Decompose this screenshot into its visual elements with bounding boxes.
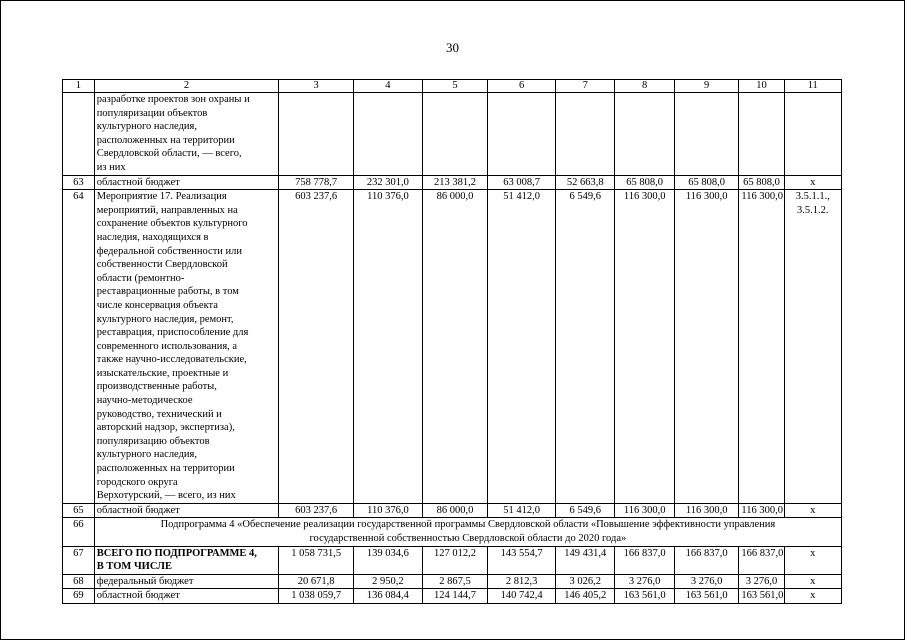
value-cell: 163 561,0 — [615, 589, 674, 604]
value-cell: 124 144,7 — [422, 589, 488, 604]
subprogram-title-cell — [94, 518, 841, 546]
name-line: собственности Свердловской — [96, 259, 228, 271]
row-number-cell: 67 — [63, 546, 95, 574]
value-cell: 3 026,2 — [555, 574, 614, 589]
value-cell: 2 867,5 — [422, 574, 488, 589]
value-cell: 51 412,0 — [488, 190, 556, 504]
column-number: 7 — [555, 80, 614, 93]
empty-cell — [488, 93, 556, 176]
column-number: 4 — [354, 80, 423, 93]
name-line: областной бюджет — [96, 590, 180, 602]
name-line: из них — [96, 161, 126, 173]
name-line: Свердловской области, — всего, — [96, 148, 242, 160]
column-number: 3 — [279, 80, 354, 93]
subprogram-title-line: государственной собственностью Свердловской области до 2020 года» — [309, 533, 627, 544]
name-line: федеральной собственности или — [96, 245, 243, 257]
column-number: 5 — [422, 80, 488, 93]
name-line: расположенных на территории — [96, 134, 235, 146]
row-number-cell: 68 — [63, 574, 95, 589]
name-line: сохранение объектов культурного — [96, 218, 248, 230]
row-name-cell — [94, 503, 279, 518]
value-cell: 52 663,8 — [555, 175, 614, 190]
value-cell: 232 301,0 — [354, 175, 423, 190]
value-cell: 86 000,0 — [422, 190, 488, 504]
page-number: 30 — [446, 40, 459, 55]
code-line: х — [810, 590, 816, 602]
value-cell: 166 837,0 — [674, 546, 739, 574]
row-number-cell — [63, 93, 95, 176]
code-cell — [784, 503, 841, 518]
value-cell: 6 549,6 — [555, 190, 614, 504]
name-line: культурного наследия, — [96, 449, 197, 461]
name-line: популяризацию объектов — [96, 435, 210, 447]
row-name-cell — [94, 190, 279, 504]
row-name-cell — [94, 93, 279, 176]
code-line: х — [810, 504, 816, 516]
column-number: 8 — [615, 80, 674, 93]
continuation-row — [63, 93, 842, 176]
code-line: х — [810, 176, 816, 188]
name-line: производственные работы, — [96, 381, 217, 393]
name-line: изыскательские, проектные и — [96, 367, 229, 379]
table-row — [63, 175, 842, 190]
value-cell: 139 034,6 — [354, 546, 423, 574]
name-line: руководство, технический и — [96, 408, 222, 420]
code-line: 3.5.1.2. — [797, 204, 829, 216]
value-cell: 65 808,0 — [615, 175, 674, 190]
name-line: числе консервация объекта — [96, 299, 218, 311]
code-line: х — [810, 547, 816, 559]
name-line: областной бюджет — [96, 176, 180, 188]
value-cell: 1 038 059,7 — [279, 589, 354, 604]
value-cell: 603 237,6 — [279, 190, 354, 504]
value-cell: 1 058 731,5 — [279, 546, 354, 574]
value-cell: 65 808,0 — [739, 175, 784, 190]
name-line: мероприятий, направленных на — [96, 204, 238, 216]
table-row — [63, 589, 842, 604]
value-cell: 127 012,2 — [422, 546, 488, 574]
name-line: В ТОМ ЧИСЛЕ — [96, 561, 172, 573]
value-cell: 116 300,0 — [674, 503, 739, 518]
value-cell: 166 837,0 — [615, 546, 674, 574]
value-cell: 166 837,0 — [739, 546, 784, 574]
name-line: расположенных на территории — [96, 463, 235, 475]
empty-cell — [615, 93, 674, 176]
name-line: реставрация, приспособление для — [96, 327, 249, 339]
value-cell: 116 300,0 — [739, 503, 784, 518]
column-number: 1 — [63, 80, 95, 93]
name-line: Верхотурский, — всего, из них — [96, 490, 236, 502]
row-name-cell — [94, 175, 279, 190]
table-row — [63, 574, 842, 589]
name-line: ВСЕГО ПО ПОДПРОГРАММЕ 4, — [96, 547, 257, 559]
table-row — [63, 546, 842, 574]
empty-cell — [279, 93, 354, 176]
column-number: 10 — [739, 80, 784, 93]
value-cell: 110 376,0 — [354, 190, 423, 504]
value-cell: 146 405,2 — [555, 589, 614, 604]
name-line: популяризации объектов — [96, 107, 208, 119]
row-name-cell — [94, 546, 279, 574]
row-number-cell: 69 — [63, 589, 95, 604]
value-cell: 6 549,6 — [555, 503, 614, 518]
row-name-cell — [94, 574, 279, 589]
value-cell: 149 431,4 — [555, 546, 614, 574]
value-cell: 116 300,0 — [674, 190, 739, 504]
row-number-cell: 64 — [63, 190, 95, 504]
name-line: культурного наследия, — [96, 121, 197, 133]
name-line: федеральный бюджет — [96, 575, 194, 587]
value-cell: 2 950,2 — [354, 574, 423, 589]
code-line: 3.5.1.1., — [795, 191, 830, 203]
name-line: культурного наследия, ремонт, — [96, 313, 234, 325]
value-cell: 140 742,4 — [488, 589, 556, 604]
table-row — [63, 190, 842, 504]
table-header-row — [63, 80, 842, 93]
name-line: разработке проектов зон охраны и — [96, 94, 250, 105]
name-line: реставрационные работы, в том — [96, 286, 239, 298]
value-cell: 51 412,0 — [488, 503, 556, 518]
name-line: Мероприятие 17. Реализация — [96, 191, 227, 203]
column-number: 6 — [488, 80, 556, 93]
empty-cell — [784, 93, 841, 176]
code-cell — [784, 589, 841, 604]
column-number: 11 — [784, 80, 841, 93]
subprogram-title-line: Подпрограмма 4 «Обеспечение реализации государственной программы Свердловской области «Повышение эффективности управления — [160, 519, 776, 531]
name-line: области (ремонтно- — [96, 272, 185, 284]
empty-cell — [555, 93, 614, 176]
value-cell: 758 778,7 — [279, 175, 354, 190]
value-cell: 3 276,0 — [739, 574, 784, 589]
value-cell: 213 381,2 — [422, 175, 488, 190]
subprogram-row — [63, 518, 842, 546]
code-cell — [784, 574, 841, 589]
value-cell: 86 000,0 — [422, 503, 488, 518]
name-line: городского округа — [96, 476, 178, 488]
value-cell: 603 237,6 — [279, 503, 354, 518]
code-line: х — [810, 575, 816, 587]
column-number: 2 — [94, 80, 279, 93]
code-cell — [784, 546, 841, 574]
row-name-cell — [94, 589, 279, 604]
budget-table — [62, 79, 842, 604]
column-number: 9 — [674, 80, 739, 93]
row-number-cell: 63 — [63, 175, 95, 190]
name-line: современного использования, а — [96, 340, 238, 352]
code-cell — [784, 175, 841, 190]
value-cell: 116 300,0 — [739, 190, 784, 504]
name-line: авторский надзор, экспертиза), — [96, 422, 235, 434]
value-cell: 136 084,4 — [354, 589, 423, 604]
name-line: областной бюджет — [96, 504, 180, 516]
name-line: научно-методическое — [96, 395, 193, 407]
value-cell: 110 376,0 — [354, 503, 423, 518]
name-line: наследия, находящихся в — [96, 231, 209, 243]
value-cell: 3 276,0 — [674, 574, 739, 589]
empty-cell — [354, 93, 423, 176]
empty-cell — [674, 93, 739, 176]
value-cell: 116 300,0 — [615, 503, 674, 518]
name-line: также научно-исследовательские, — [96, 354, 247, 366]
value-cell: 2 812,3 — [488, 574, 556, 589]
row-number-cell: 66 — [63, 518, 95, 546]
value-cell: 143 554,7 — [488, 546, 556, 574]
value-cell: 163 561,0 — [674, 589, 739, 604]
value-cell: 65 808,0 — [674, 175, 739, 190]
value-cell: 3 276,0 — [615, 574, 674, 589]
empty-cell — [422, 93, 488, 176]
empty-cell — [739, 93, 784, 176]
row-number-cell: 65 — [63, 503, 95, 518]
value-cell: 116 300,0 — [615, 190, 674, 504]
code-cell — [784, 190, 841, 504]
value-cell: 63 008,7 — [488, 175, 556, 190]
value-cell: 20 671,8 — [279, 574, 354, 589]
table-row — [63, 503, 842, 518]
value-cell: 163 561,0 — [739, 589, 784, 604]
